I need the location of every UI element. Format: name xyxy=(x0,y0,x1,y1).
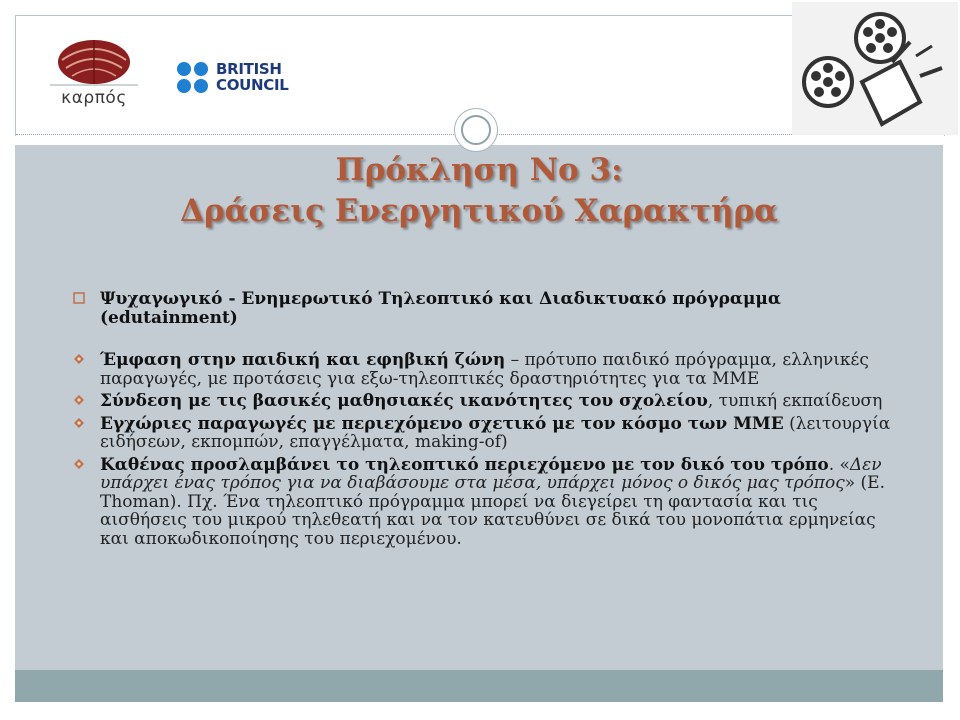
walnut-icon xyxy=(44,30,144,90)
bullet-2-bold: Έμφαση στην παιδική και εφηβική ζώνη xyxy=(100,350,506,370)
bullet-4-text: (λειτουργία ειδήσεων, εκπομπών, επαγγέλματα, making-of) xyxy=(100,413,891,452)
bullet-5-text-before: . « xyxy=(828,454,850,475)
title-line-1: Πρόκληση Νο 3: xyxy=(335,152,623,188)
bullet-item-2 xyxy=(72,351,902,388)
karpos-wordmark: καρπός xyxy=(61,88,127,108)
bullet-item-3 xyxy=(72,392,902,411)
bullet-3-text: , τυπική εκπαίδευση xyxy=(707,391,883,411)
divider-circle-ornament xyxy=(454,108,498,152)
bullet-list xyxy=(72,290,902,548)
diamond-bullet-icon xyxy=(72,416,86,430)
bullet-4-bold: Εγχώριες παραγωγές με περιεχόμενο σχετικό με τον κόσμο των ΜΜΕ xyxy=(100,413,784,434)
title-line-2: Δράσεις Ενεργητικού Χαρακτήρα xyxy=(179,193,779,229)
bc-line2: COUNCIL xyxy=(216,76,289,94)
bullet-3-bold: Σύνδεση με τις βασικές μαθησιακές ικανότητες του σχολείου xyxy=(100,391,708,411)
diamond-bullet-icon xyxy=(72,352,86,366)
square-bullet-icon xyxy=(72,291,86,305)
divider-circle-inner xyxy=(461,115,491,145)
diamond-bullet-icon xyxy=(72,393,86,407)
slide-title xyxy=(15,150,943,232)
bullet-2-text: – πρότυπο παιδικό πρόγραμμα, ελληνικές παραγωγές, με προτάσεις για εξω-τηλεοπτικές δραστηριότητες για τα ΜΜΕ xyxy=(100,350,869,389)
bc-line1: BRITISH xyxy=(216,60,282,78)
film-reel-clipart xyxy=(792,2,958,135)
diamond-bullet-icon xyxy=(72,457,86,471)
karpos-logo xyxy=(44,30,144,114)
bullet-item-5 xyxy=(72,456,902,549)
bullet-1-bold: Ψυχαγωγικό - Ενημερωτικό Τηλεοπτικό και Διαδικτυακό πρόγραμμα (edutainment) xyxy=(100,289,781,328)
film-reel-icon xyxy=(792,2,958,135)
bullet-5-quote: Δεν υπάρχει ένας τρόπος για να διαβάσουμε στα μέσα, υπάρχει μόνος ο δικός μας τρόπος xyxy=(100,454,882,493)
bullet-item-1 xyxy=(72,290,902,327)
british-council-dots-icon xyxy=(176,60,212,96)
british-council-logo xyxy=(176,58,306,100)
bullet-5-bold: Καθένας προσλαμβάνει το τηλεοπτικό περιεχόμενο με τον δικό του τρόπο xyxy=(100,454,829,475)
footer-bar xyxy=(15,670,943,702)
bullet-item-4 xyxy=(72,415,902,452)
bullet-5-text-after: » (E. Thoman). Πχ. Ένα τηλεοπτικό πρόγραμμα μπορεί να διεγείρει τη φαντασία και τις αισθήσεις του μικρού τηλεθεατή και να τον κατευθύνει σε δικά του μονοπάτια ερμηνείας και αποκωδικοποίησης του περιεχομένου. xyxy=(100,473,886,549)
